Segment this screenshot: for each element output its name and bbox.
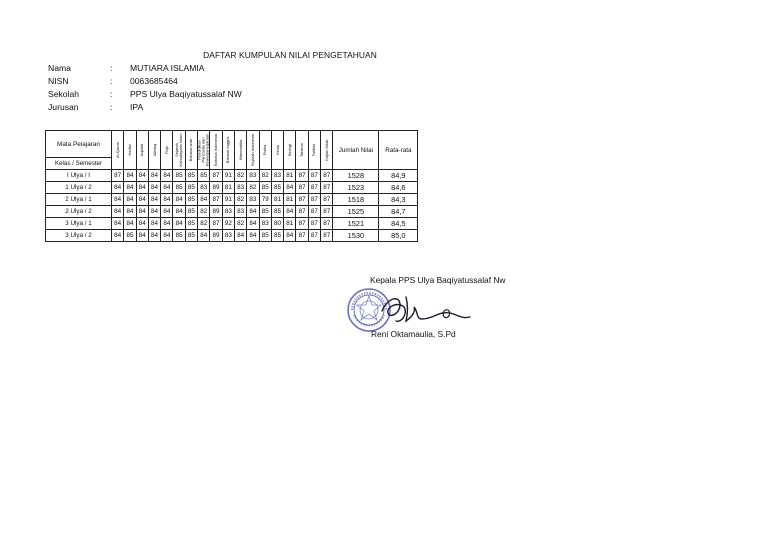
total-header: Jumlah Nilai [333, 131, 379, 170]
subject-header-cell [161, 131, 173, 170]
score-cell: 85 [124, 230, 136, 242]
score-cell: 85 [173, 230, 185, 242]
score-cell: 87 [321, 194, 333, 206]
score-cell: 84 [198, 230, 210, 242]
score-cell: 84 [173, 206, 185, 218]
score-cell: 85 [185, 194, 197, 206]
info-value: 0063685464 [130, 76, 178, 86]
score-cell: 84 [148, 206, 160, 218]
subject-name: Bahasa Inggris [225, 136, 231, 164]
subject-header-cell [296, 131, 308, 170]
score-cell: 83 [234, 182, 246, 194]
subject-header-cell [222, 131, 234, 170]
score-cell: 84 [173, 194, 185, 206]
subject-header-cell [247, 131, 259, 170]
subject-header-cell [136, 131, 148, 170]
score-cell: 84 [136, 194, 148, 206]
score-cell: 85 [173, 182, 185, 194]
score-cell: 83 [259, 218, 271, 230]
info-label: NISN [48, 76, 69, 86]
score-cell: 84 [247, 230, 259, 242]
score-cell: 84 [284, 206, 296, 218]
score-cell: 89 [210, 230, 222, 242]
info-colon: : [110, 102, 113, 112]
score-cell: 87 [308, 182, 320, 194]
score-cell: 87 [308, 206, 320, 218]
subject-name: Pendidikan Pancasila dan Kewarganegaraan [196, 133, 210, 167]
total-cell: 1518 [333, 194, 379, 206]
table-row [46, 206, 418, 218]
class-semester-cell: 2 Ulya / 1 [46, 194, 112, 206]
average-cell: 84,5 [379, 218, 418, 230]
score-cell: 87 [321, 230, 333, 242]
score-cell: 84 [124, 182, 136, 194]
score-cell: 84 [112, 218, 124, 230]
score-cell: 81 [271, 194, 283, 206]
signatory-name: Reni Oktamaulia, S.Pd [371, 329, 456, 339]
score-cell: 85 [259, 206, 271, 218]
score-cell: 82 [247, 182, 259, 194]
score-cell: 85 [173, 170, 185, 182]
score-cell: 87 [321, 218, 333, 230]
score-cell: 87 [210, 170, 222, 182]
score-cell: 84 [284, 182, 296, 194]
subject-name: Fisika [262, 144, 268, 156]
info-row [48, 88, 242, 101]
score-cell: 84 [148, 218, 160, 230]
total-cell: 1525 [333, 206, 379, 218]
score-cell: 84 [247, 218, 259, 230]
table-row [46, 230, 418, 242]
class-semester-cell: 2 Ulya / 2 [46, 206, 112, 218]
score-cell: 84 [173, 218, 185, 230]
score-cell: 87 [296, 206, 308, 218]
info-row [48, 75, 242, 88]
score-cell: 89 [210, 206, 222, 218]
score-cell: 85 [271, 182, 283, 194]
score-cell: 87 [308, 218, 320, 230]
score-cell: 84 [161, 218, 173, 230]
score-cell: 85 [185, 182, 197, 194]
subject-name: Bahasa Indonesia [212, 133, 218, 167]
info-value: IPA [130, 102, 144, 112]
score-cell: 87 [321, 182, 333, 194]
subject-name: Fiqh [163, 146, 169, 154]
score-cell: 84 [161, 206, 173, 218]
subject-header-cell [234, 131, 246, 170]
score-cell: 83 [222, 230, 234, 242]
subject-name: Matematika [237, 139, 243, 161]
score-cell: 84 [148, 182, 160, 194]
score-cell: 83 [271, 170, 283, 182]
subject-header-cell [198, 131, 210, 170]
table-row [46, 218, 418, 230]
score-cell: 85 [198, 170, 210, 182]
subject-name: Akhlaq [151, 143, 157, 157]
score-cell: 84 [112, 206, 124, 218]
info-row [48, 62, 242, 75]
subject-header-cell [112, 131, 124, 170]
subject-name: Kimia [274, 145, 280, 156]
score-cell: 85 [259, 182, 271, 194]
score-cell: 92 [222, 218, 234, 230]
subject-header-cell [124, 131, 136, 170]
table-row [46, 170, 418, 182]
score-cell: 85 [271, 230, 283, 242]
subject-header-cell [259, 131, 271, 170]
average-cell: 84,3 [379, 194, 418, 206]
score-cell: 82 [234, 194, 246, 206]
subject-header-cell [148, 131, 160, 170]
class-semester-cell: 3 Ulya / 2 [46, 230, 112, 242]
subject-name: Hadist [126, 144, 132, 156]
average-cell: 85,0 [379, 230, 418, 242]
score-cell: 87 [296, 194, 308, 206]
score-cell: 81 [284, 194, 296, 206]
subject-header: Mata Pelajaran [46, 131, 112, 158]
score-cell: 83 [234, 206, 246, 218]
score-cell: 87 [308, 170, 320, 182]
score-cell: 84 [161, 194, 173, 206]
score-cell: 82 [234, 170, 246, 182]
score-cell: 81 [284, 170, 296, 182]
total-cell: 1530 [333, 230, 379, 242]
subject-header-cell [308, 131, 320, 170]
score-cell: 84 [161, 230, 173, 242]
score-cell: 84 [112, 230, 124, 242]
subject-header-cell [271, 131, 283, 170]
subject-name: Sejarah Kebudayaan Islam [173, 133, 184, 167]
score-cell: 87 [308, 194, 320, 206]
info-value: PPS Ulya Baqiyatussalaf NW [130, 89, 242, 99]
score-cell: 84 [161, 170, 173, 182]
subject-header-cell [173, 131, 185, 170]
score-cell: 87 [296, 230, 308, 242]
subject-header-cell [321, 131, 333, 170]
score-cell: 87 [296, 218, 308, 230]
info-colon: : [110, 63, 113, 73]
score-cell: 84 [247, 206, 259, 218]
grades-table [45, 130, 418, 242]
score-cell: 83 [247, 170, 259, 182]
total-cell: 1528 [333, 170, 379, 182]
subject-name: Bahasa arab [188, 138, 194, 162]
score-cell: 84 [112, 194, 124, 206]
score-cell: 84 [148, 230, 160, 242]
score-cell: 91 [222, 170, 234, 182]
class-header: Kelas / Semester [46, 158, 112, 170]
score-cell: 87 [308, 230, 320, 242]
score-cell: 83 [247, 194, 259, 206]
score-cell: 85 [271, 206, 283, 218]
info-label: Nama [48, 63, 71, 73]
score-cell: 82 [198, 218, 210, 230]
score-cell: 84 [124, 206, 136, 218]
class-semester-cell: 1 Ulya / 2 [46, 182, 112, 194]
score-cell: 87 [321, 170, 333, 182]
table-row [46, 194, 418, 206]
score-cell: 84 [136, 230, 148, 242]
score-cell: 80 [271, 218, 283, 230]
total-cell: 1521 [333, 218, 379, 230]
score-cell: 85 [185, 170, 197, 182]
subject-header-cell [210, 131, 222, 170]
info-label: Jurusan [48, 102, 79, 112]
info-value: MUTIARA ISLAMIA [130, 63, 205, 73]
subject-name: Kajian Kitab [323, 139, 329, 161]
score-cell: 87 [296, 182, 308, 194]
average-cell: 84,6 [379, 182, 418, 194]
score-cell: 79 [259, 194, 271, 206]
score-cell: 84 [284, 230, 296, 242]
score-cell: 85 [259, 230, 271, 242]
score-cell: 84 [136, 170, 148, 182]
score-cell: 83 [198, 182, 210, 194]
score-cell: 84 [136, 182, 148, 194]
score-cell: 82 [259, 170, 271, 182]
score-cell: 82 [198, 206, 210, 218]
score-cell: 84 [124, 194, 136, 206]
info-colon: : [110, 89, 113, 99]
score-cell: 84 [148, 194, 160, 206]
score-cell: 91 [222, 194, 234, 206]
score-cell: 87 [321, 206, 333, 218]
score-cell: 85 [185, 230, 197, 242]
score-cell: 81 [284, 218, 296, 230]
score-cell: 83 [222, 206, 234, 218]
score-cell: 84 [136, 218, 148, 230]
subject-name: Sejarah Indonesia [249, 133, 255, 167]
score-cell: 84 [136, 206, 148, 218]
signature-title: Kepala PPS Ulya Baqiyatussalaf Nw [370, 275, 506, 285]
score-cell: 87 [210, 218, 222, 230]
score-cell: 84 [124, 218, 136, 230]
subject-name: Tafsiran [298, 143, 304, 158]
score-cell: 84 [198, 194, 210, 206]
subject-name: Biologi [286, 144, 292, 157]
score-cell: 84 [234, 230, 246, 242]
score-cell: 82 [234, 218, 246, 230]
table-row [46, 182, 418, 194]
score-cell: 87 [210, 194, 222, 206]
average-cell: 84,7 [379, 206, 418, 218]
subject-name: Tahfidz [311, 143, 317, 157]
class-semester-cell: I Ulya / I [46, 170, 112, 182]
page-title: DAFTAR KUMPULAN NILAI PENGETAHUAN [203, 50, 377, 60]
score-cell: 85 [185, 218, 197, 230]
score-cell: 84 [112, 182, 124, 194]
score-cell: 87 [112, 170, 124, 182]
score-cell: 84 [124, 170, 136, 182]
info-row [48, 101, 242, 114]
class-semester-cell: 3 Ulya / 1 [46, 218, 112, 230]
score-cell: 85 [185, 206, 197, 218]
score-cell: 84 [148, 170, 160, 182]
score-cell: 84 [161, 182, 173, 194]
info-colon: : [110, 76, 113, 86]
info-label: Sekolah [48, 89, 80, 99]
subject-name: Aqidah [139, 143, 145, 157]
score-cell: 87 [296, 170, 308, 182]
total-cell: 1523 [333, 182, 379, 194]
average-cell: 84,9 [379, 170, 418, 182]
student-info [48, 62, 242, 114]
score-cell: 89 [210, 182, 222, 194]
score-cell: 81 [222, 182, 234, 194]
average-header: Rata-rata [379, 131, 418, 170]
subject-name: Al-Quran [114, 142, 120, 159]
subject-header-cell [284, 131, 296, 170]
